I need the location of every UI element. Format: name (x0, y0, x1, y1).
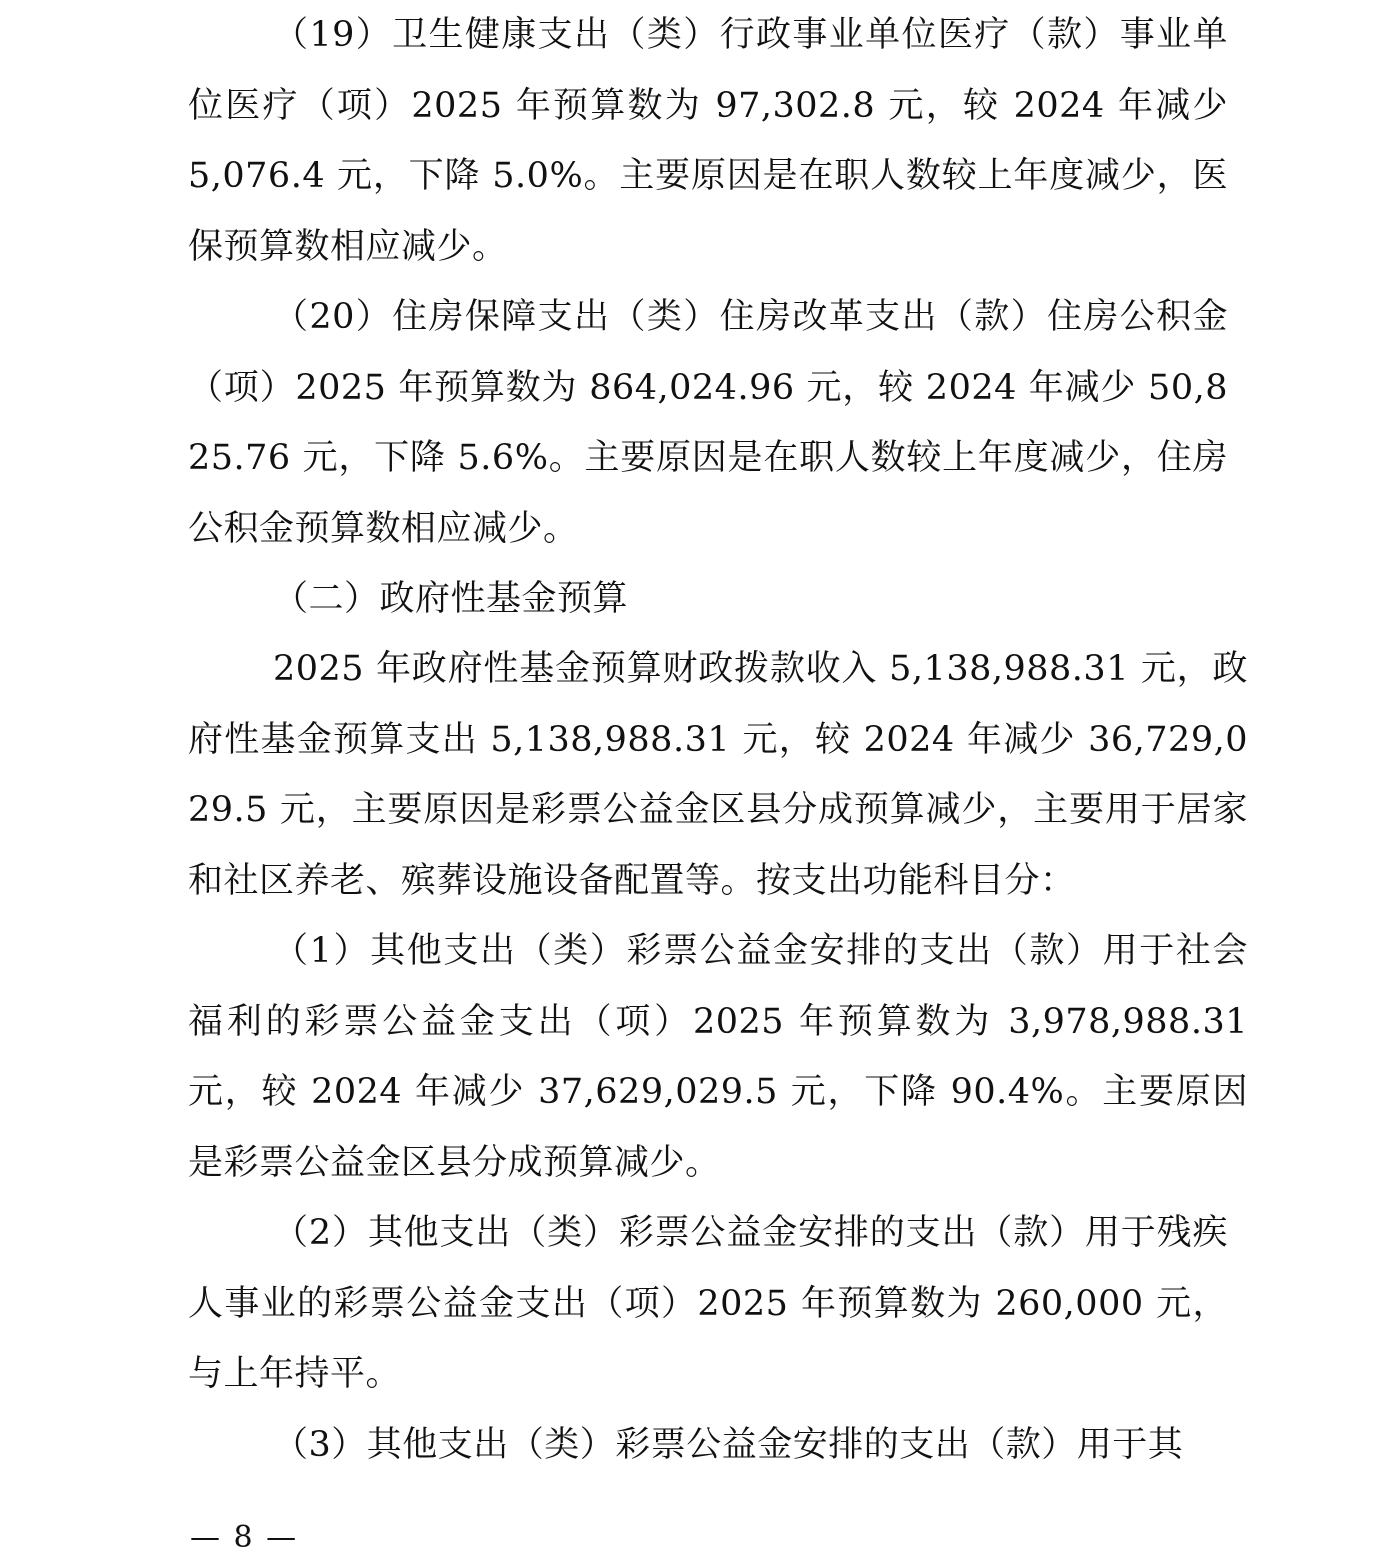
paragraph-item-3: （3）其他支出（类）彩票公益金安排的支出（款）用于其 (273, 1425, 1184, 1465)
paragraph-item-2: （2）其他支出（类）彩票公益金安排的支出（款）用于残疾人事业的彩票公益金支出（项）2025 年预算数为 260,000 元，与上年持平。 (188, 1213, 1228, 1394)
page-number: — 8 — (190, 1520, 299, 1555)
paragraph-item-20: （20）住房保障支出（类）住房改革支出（款）住房公积金（项）2025 年预算数为 864,024.96 元，较 2024 年减少 50,825.76 元，下降 5.6%。主要原因是在职人数较上年度减少，住房公积金预算数相应减少。 (188, 297, 1228, 549)
paragraph-item-1: （1）其他支出（类）彩票公益金安排的支出（款）用于社会福利的彩票公益金支出（项）2025 年预算数为 3,978,988.31 元，较 2024 年减少 37,629,029.5 元，下降 90.4%。主要原因是彩票公益金区县分成预算减少。 (188, 931, 1248, 1183)
paragraph-fund-summary: 2025 年政府性基金预算财政拨款收入 5,138,988.31 元，政府性基金预算支出 5,138,988.31 元，较 2024 年减少 36,729,029.5 元，主要原因是彩票公益金区县分成预算减少，主要用于居家和社区养老、殡葬设施设备配置等。按支出功能科目分： (188, 649, 1248, 901)
paragraph-item-19: （19）卫生健康支出（类）行政事业单位医疗（款）事业单位医疗（项）2025 年预算数为 97,302.8 元，较 2024 年减少 5,076.4 元，下降 5.0%。主要原因是在职人数较上年度减少，医保预算数相应减少。 (188, 15, 1228, 267)
section-heading: （二）政府性基金预算 (273, 579, 629, 619)
